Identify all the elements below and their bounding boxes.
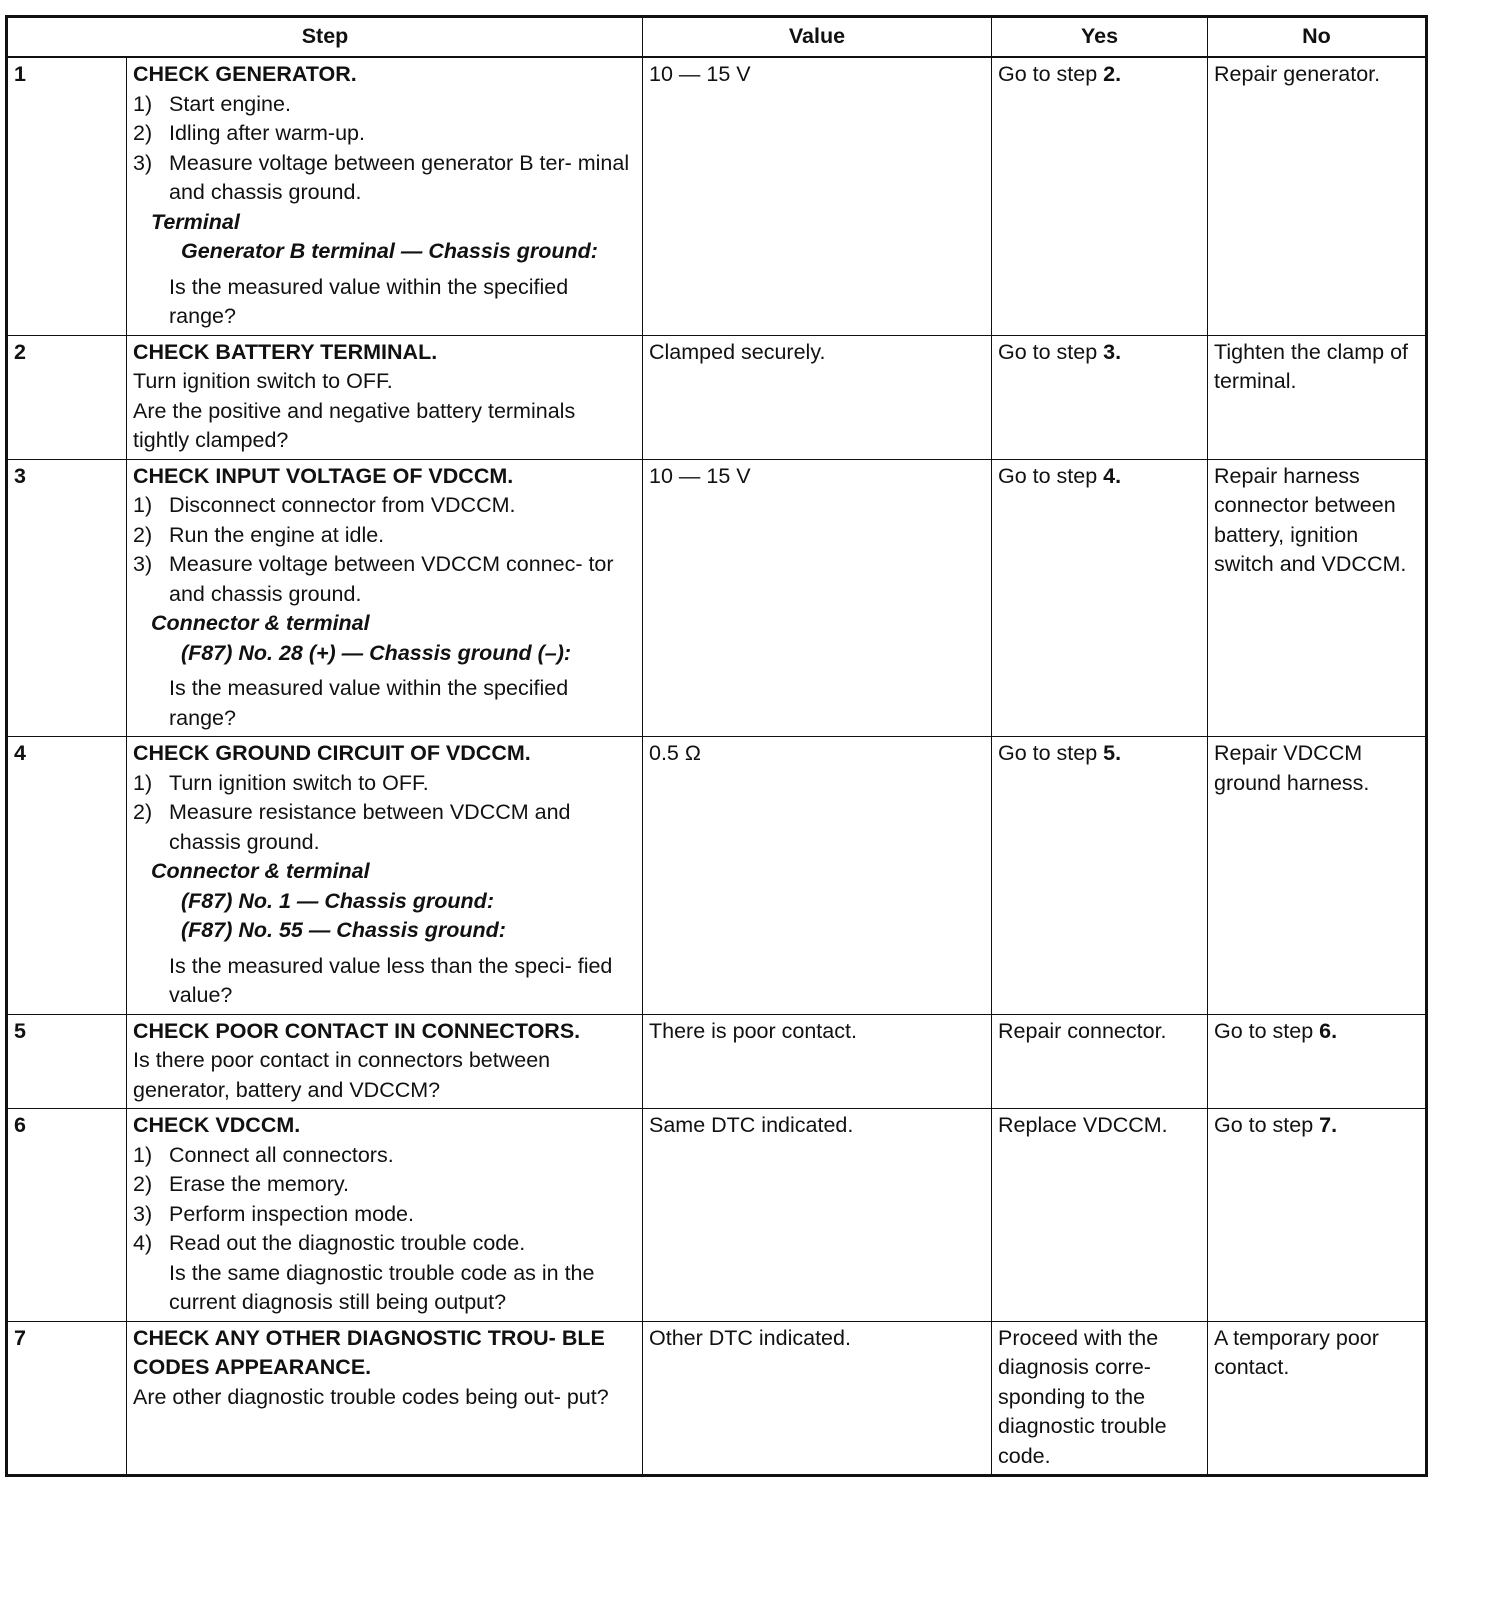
goto-step-number: 5.	[1103, 741, 1122, 765]
substep-text: Read out the diagnostic trouble code.	[169, 1231, 526, 1255]
table-row	[7, 1109, 1427, 1322]
step-question: Are the positive and negative battery terminals tightly clamped?	[133, 398, 576, 452]
step-number: 7	[7, 1321, 127, 1476]
yes-cell	[992, 335, 1208, 459]
header-step: Step	[7, 17, 643, 58]
no-cell	[1208, 1109, 1427, 1322]
table-row	[7, 335, 1427, 459]
yes-cell	[992, 57, 1208, 335]
step-text: Turn ignition switch to OFF.	[133, 369, 393, 393]
table-row	[7, 1014, 1427, 1109]
yes-cell	[992, 459, 1208, 737]
terminal-line: (F87) No. 1 — Chassis ground:	[181, 888, 494, 913]
terminal-heading: Terminal	[151, 209, 240, 234]
terminal-line: (F87) No. 28 (+) — Chassis ground (–):	[181, 640, 572, 665]
substep-label: 2)	[133, 121, 153, 145]
goto-text: Go to step	[1214, 1113, 1320, 1137]
substep	[133, 1229, 636, 1259]
step-question: Is the measured value within the specified range?	[169, 676, 569, 730]
value-cell: 0.5 Ω	[643, 737, 992, 1015]
step-description	[127, 459, 643, 737]
goto-text: Go to step	[998, 339, 1104, 364]
substep-label: 2)	[133, 522, 153, 547]
no-cell: Repair VDCCM ground harness.	[1208, 737, 1427, 1015]
substep-label: 4)	[133, 1231, 153, 1255]
goto-text: Go to step	[998, 463, 1104, 488]
step-title: CHECK INPUT VOLTAGE OF VDCCM.	[133, 463, 514, 488]
substep-text: Start engine.	[169, 91, 291, 116]
header-value: Value	[643, 17, 992, 58]
step-description	[127, 335, 643, 459]
step-title: CHECK VDCCM.	[133, 1113, 301, 1137]
table-row	[7, 737, 1427, 1015]
substep	[133, 769, 636, 799]
step-description	[127, 737, 643, 1015]
step-number: 3	[7, 459, 127, 737]
no-cell: Repair harness connector between battery, ignition switch and VDCCM.	[1208, 459, 1427, 737]
step-number: 4	[7, 737, 127, 1015]
table-row	[7, 1321, 1427, 1476]
goto-step-number: 2.	[1103, 62, 1122, 86]
substep-label: 2)	[133, 1172, 153, 1196]
header-row	[7, 17, 1427, 58]
substep-label: 2)	[133, 800, 153, 824]
substep-text: Idling after warm-up.	[169, 121, 365, 145]
substep-label: 1)	[133, 493, 153, 517]
substep-label: 3)	[133, 150, 153, 175]
substep	[133, 119, 636, 149]
substep	[133, 491, 636, 521]
goto-text: Go to step	[998, 741, 1104, 765]
step-number: 6	[7, 1109, 127, 1322]
goto-step-number: 6.	[1319, 1018, 1338, 1043]
terminal-line: (F87) No. 55 — Chassis ground:	[181, 918, 506, 942]
yes-cell: Repair connector.	[992, 1014, 1208, 1109]
header-yes: Yes	[992, 17, 1208, 58]
goto-text: Go to step	[1214, 1018, 1320, 1043]
terminal-heading: Connector & terminal	[151, 611, 370, 635]
diagnostic-table	[5, 15, 1428, 1477]
substep-list	[133, 769, 636, 858]
no-cell: A temporary poor contact.	[1208, 1321, 1427, 1476]
step-number: 2	[7, 335, 127, 459]
substep-label: 3)	[133, 552, 153, 576]
substep-text: Turn ignition switch to OFF.	[169, 770, 429, 795]
substep-text: Perform inspection mode.	[169, 1201, 414, 1226]
step-question: Is there poor contact in connectors between generator, battery and VDCCM?	[133, 1048, 551, 1102]
substep-label: 1)	[133, 91, 153, 116]
substep-list	[133, 491, 636, 609]
substep-label: 3)	[133, 1201, 153, 1226]
substep	[133, 521, 636, 551]
substep	[133, 1200, 636, 1230]
step-title: CHECK POOR CONTACT IN CONNECTORS.	[133, 1018, 581, 1043]
goto-step-number: 4.	[1103, 463, 1122, 488]
value-cell: There is poor contact.	[643, 1014, 992, 1109]
yes-cell: Proceed with the diagnosis corre- sponding to the diagnostic trouble code.	[992, 1321, 1208, 1476]
step-title: CHECK GENERATOR.	[133, 62, 357, 86]
substep-text: Measure voltage between VDCCM connec- tor and chassis ground.	[169, 552, 614, 606]
step-question: Is the measured value less than the speci- fied value?	[169, 953, 613, 1007]
step-number: 1	[7, 57, 127, 335]
substep	[133, 798, 636, 857]
value-cell: Other DTC indicated.	[643, 1321, 992, 1476]
goto-step-number: 7.	[1319, 1113, 1338, 1137]
step-question: Is the measured value within the specified range?	[169, 274, 569, 328]
step-description	[127, 57, 643, 335]
step-title: CHECK BATTERY TERMINAL.	[133, 339, 438, 364]
goto-step-number: 3.	[1103, 339, 1122, 364]
substep-label: 1)	[133, 1142, 153, 1167]
goto-text: Go to step	[998, 62, 1104, 86]
no-cell: Repair generator.	[1208, 57, 1427, 335]
yes-cell: Replace VDCCM.	[992, 1109, 1208, 1322]
step-number: 5	[7, 1014, 127, 1109]
no-cell	[1208, 1014, 1427, 1109]
step-question: Are other diagnostic trouble codes being out- put?	[133, 1384, 609, 1409]
table-row	[7, 57, 1427, 335]
substep-list	[133, 1141, 636, 1259]
value-cell: Clamped securely.	[643, 335, 992, 459]
substep	[133, 550, 636, 609]
substep	[133, 149, 636, 208]
step-title: CHECK ANY OTHER DIAGNOSTIC TROU- BLE CODES APPEARANCE.	[133, 1325, 605, 1379]
substep-text: Connect all connectors.	[169, 1142, 394, 1167]
substep-label: 1)	[133, 770, 153, 795]
yes-cell	[992, 737, 1208, 1015]
header-no: No	[1208, 17, 1427, 58]
terminal-heading: Connector & terminal	[151, 859, 370, 883]
substep-text: Erase the memory.	[169, 1172, 350, 1196]
substep-list	[133, 90, 636, 208]
substep-text: Measure resistance between VDCCM and chassis ground.	[169, 800, 571, 854]
substep	[133, 90, 636, 120]
table-row	[7, 459, 1427, 737]
step-description	[127, 1014, 643, 1109]
no-cell: Tighten the clamp of terminal.	[1208, 335, 1427, 459]
terminal-line: Generator B terminal — Chassis ground:	[181, 239, 598, 263]
value-cell: 10 — 15 V	[643, 459, 992, 737]
substep	[133, 1170, 636, 1200]
step-question: Is the same diagnostic trouble code as in the current diagnosis still being output?	[169, 1260, 595, 1314]
substep-text: Measure voltage between generator B ter- minal and chassis ground.	[169, 150, 630, 204]
substep	[133, 1141, 636, 1171]
substep-text: Disconnect connector from VDCCM.	[169, 493, 516, 517]
substep-text: Run the engine at idle.	[169, 522, 385, 547]
step-title: CHECK GROUND CIRCUIT OF VDCCM.	[133, 741, 531, 765]
value-cell: 10 — 15 V	[643, 57, 992, 335]
step-description	[127, 1109, 643, 1322]
value-cell: Same DTC indicated.	[643, 1109, 992, 1322]
step-description	[127, 1321, 643, 1476]
